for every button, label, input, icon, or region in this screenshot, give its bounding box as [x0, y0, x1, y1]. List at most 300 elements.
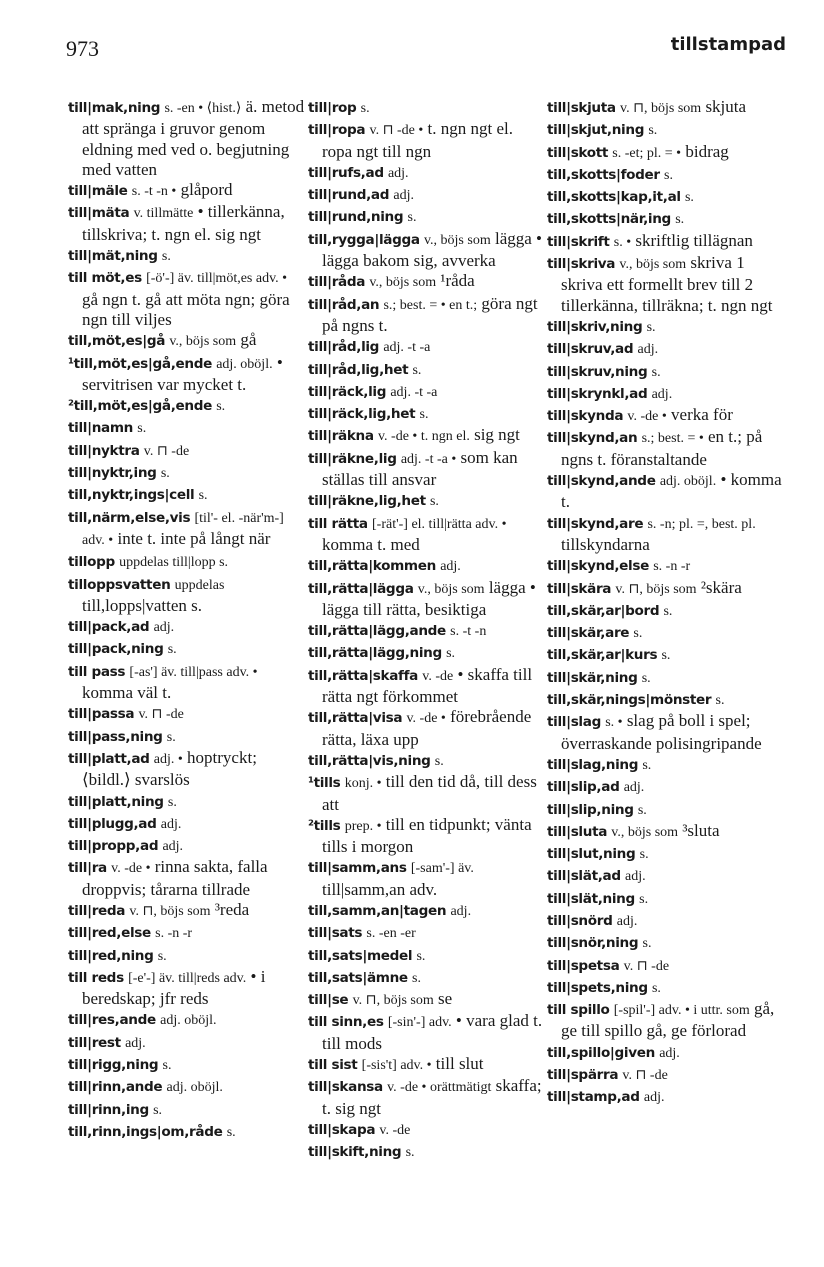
- entry-headword: till|skynd,an: [547, 430, 638, 447]
- dictionary-entry: [547, 253, 785, 316]
- entry-headword: till|pack,ad: [68, 619, 150, 636]
- entry-headword: till,rätta|lägg,ning: [308, 645, 442, 662]
- entry-grammar: s.: [675, 212, 685, 228]
- entry-grammar: s.: [639, 891, 649, 907]
- dictionary-entry: [308, 1054, 546, 1076]
- entry-grammar: s.: [198, 488, 208, 504]
- entry-grammar: adj.: [393, 188, 414, 204]
- entry-grammar: [-ö'-] äv. till|möt,es adv. •: [146, 271, 288, 287]
- dictionary-entry: [547, 383, 785, 405]
- entry-headword: till|skruv,ning: [547, 363, 648, 380]
- dictionary-entry: [68, 638, 306, 660]
- entry-headword: till|reda: [68, 902, 126, 919]
- dictionary-entry: [308, 229, 546, 272]
- entry-grammar: adj.: [160, 816, 182, 832]
- entry-grammar: s.: [642, 936, 652, 952]
- dictionary-entry: [68, 462, 306, 484]
- entry-headword: till|mak,ning: [68, 100, 161, 116]
- dictionary-entry: [308, 989, 546, 1011]
- dictionary-entry: [308, 1119, 546, 1141]
- dictionary-entry: [308, 945, 546, 967]
- entry-definition: gå: [240, 330, 257, 350]
- dictionary-entry: [68, 791, 306, 813]
- entry-grammar: s.: [434, 753, 444, 769]
- entry-definition: skriva 1 skriva ett formellt brev till 2 tillerkänna, tillräkna; t. ngn ngt: [561, 253, 773, 315]
- entry-grammar: s. -n -r: [653, 559, 691, 575]
- dictionary-entry: [308, 448, 546, 491]
- dictionary-entry: [547, 888, 785, 910]
- dictionary-entry: [547, 910, 785, 932]
- dictionary-entry: [308, 750, 546, 772]
- entry-headword: till|passa: [68, 706, 135, 723]
- dictionary-entry: [68, 1054, 306, 1076]
- dictionary-entry: [547, 955, 785, 977]
- entry-headword: till|red,else: [68, 925, 151, 942]
- dictionary-entry: [308, 162, 546, 184]
- entry-grammar: s.: [167, 794, 177, 810]
- dictionary-entry: [68, 1032, 306, 1054]
- entry-headword: ¹till,möt,es|gå,ende: [68, 355, 212, 372]
- entry-definition: bidrag: [685, 141, 729, 161]
- dictionary-entry: [68, 835, 306, 857]
- entry-headword: tillopp: [68, 554, 115, 571]
- entry-definition: hoptryckt; ⟨bildl.⟩ svarslös: [82, 747, 257, 790]
- entry-definition: en t.; på ngns t. föranstaltande: [561, 427, 763, 469]
- entry-grammar: v. -de: [379, 1122, 411, 1138]
- dictionary-entry: [308, 815, 546, 858]
- entry-headword: till,rätta|lägga: [308, 580, 414, 597]
- dictionary-entry: [308, 359, 546, 381]
- dictionary-entry: [68, 245, 306, 267]
- dictionary-entry: [308, 206, 546, 228]
- dictionary-entry: [68, 267, 306, 330]
- entry-headword: till,skotts|foder: [547, 166, 660, 183]
- entry-headword: till|skynd,else: [547, 558, 649, 575]
- entry-grammar: [-as'] äv. till|pass adv. •: [129, 664, 258, 680]
- entry-headword: till|skansa: [308, 1079, 383, 1096]
- dictionary-entry: [547, 622, 785, 644]
- entry-headword: ²till,möt,es|gå,ende: [68, 398, 212, 415]
- entry-grammar: s.: [167, 642, 177, 658]
- entry-headword: till,samm,an|tagen: [308, 902, 447, 919]
- dictionary-entry: [308, 381, 546, 403]
- dictionary-entry: [547, 119, 785, 141]
- entry-headword: till|skrift: [547, 233, 610, 250]
- dictionary-entry: [547, 208, 785, 230]
- entry-grammar: v. ⊓ -de: [623, 958, 670, 974]
- entry-headword: till,rätta|lägg,ande: [308, 623, 446, 640]
- entry-headword: till|skott: [547, 144, 609, 161]
- entry-definition: glåpord: [180, 180, 233, 200]
- entry-grammar: s. •: [605, 715, 623, 731]
- entry-grammar: s. -t -n: [450, 624, 487, 640]
- entry-grammar: adj.: [659, 1045, 680, 1061]
- dictionary-entry: [68, 900, 306, 922]
- entry-definition: ä. metod att spränga i gruvor genom eldning med ved o. begjutning med vatten: [82, 97, 305, 179]
- entry-definition: till|samm,an adv.: [322, 879, 438, 899]
- entry-grammar: v. ⊓, böjs som: [129, 903, 211, 919]
- entry-definition: komma väl t.: [82, 683, 172, 703]
- entry-grammar: v. ⊓ -de •: [369, 123, 424, 139]
- entry-grammar: v. ⊓, böjs som: [352, 993, 434, 1009]
- dictionary-entry: [547, 186, 785, 208]
- entry-definition: sig ngt: [474, 425, 520, 445]
- entry-grammar: adj. oböjl.: [216, 356, 273, 372]
- dictionary-entry: [308, 967, 546, 989]
- dictionary-entry: [308, 707, 546, 750]
- entry-grammar: adj.: [162, 839, 184, 855]
- entry-headword: till,skär,nings|mönster: [547, 692, 712, 709]
- entry-grammar: s.: [226, 1124, 236, 1140]
- entry-headword: till|slag: [547, 714, 601, 731]
- entry-grammar: adj.: [637, 342, 659, 358]
- entry-definition: slag på boll i spel; överraskande polisingripande: [561, 711, 762, 753]
- dictionary-entry: [547, 754, 785, 776]
- entry-headword: till|skär,are: [547, 625, 630, 642]
- entry-headword: till|samm,ans: [308, 860, 407, 877]
- entry-grammar: v., böjs som: [619, 257, 687, 273]
- entry-grammar: s.: [166, 729, 176, 745]
- dictionary-entry: [308, 642, 546, 664]
- entry-grammar: s.: [162, 1058, 172, 1074]
- dictionary-entry: [547, 600, 785, 622]
- entry-headword: till|rop: [308, 100, 357, 116]
- entry-headword: till,rätta|visa: [308, 710, 403, 727]
- entry-grammar: adj. -t -a •: [400, 451, 457, 467]
- dictionary-entry: [308, 1011, 546, 1054]
- dictionary-entry: [547, 821, 785, 843]
- dictionary-entry: [547, 164, 785, 186]
- dictionary-entry: [308, 857, 546, 900]
- entry-headword: ¹tills: [308, 775, 341, 792]
- entry-headword: till|snörd: [547, 912, 613, 929]
- entry-headword: till|platt,ning: [68, 793, 164, 810]
- entry-headword: till|räkne,lig,het: [308, 493, 426, 510]
- entry-definition: • skaffa till rätta ngt förkommet: [322, 664, 533, 707]
- entry-headword: till|skrynkl,ad: [547, 385, 648, 402]
- dictionary-entry: [547, 977, 785, 999]
- entry-definition: lägga • lägga till rätta, besiktiga: [322, 577, 536, 619]
- entry-headword: till|slät,ning: [547, 890, 635, 907]
- entry-headword: till,skotts|kap,it,al: [547, 189, 681, 206]
- entry-grammar: s.: [137, 421, 147, 437]
- entry-grammar: [-e'-] äv. till|reds adv.: [128, 970, 247, 986]
- dictionary-entry: [547, 316, 785, 338]
- entry-grammar: s.: [651, 980, 661, 996]
- entry-headword: till,sats|ämne: [308, 969, 408, 986]
- entry-definition: • tillerkänna, tillskriva; t. ngn el. sig ngt: [82, 202, 285, 244]
- entry-headword: till|räkne,lig: [308, 450, 397, 467]
- entry-grammar: s. -et; pl. = •: [612, 145, 682, 161]
- entry-headword: till,rätta|vis,ning: [308, 752, 431, 769]
- dictionary-entry: [547, 644, 785, 666]
- entry-headword: till|skriv,ning: [547, 318, 643, 335]
- dictionary-entry: [68, 726, 306, 748]
- dictionary-entry: [308, 425, 546, 447]
- entry-definition: skriftlig tillägnan: [635, 230, 753, 250]
- dictionary-entry: [308, 922, 546, 944]
- entry-definition: göra ngt på ngns t.: [322, 293, 538, 335]
- entry-definition: t. ngn ngt el. ropa ngt till ngn: [322, 119, 514, 161]
- entry-definition: lägga • lägga bakom sig, avverka: [322, 228, 542, 271]
- running-head: tillstampad: [670, 34, 786, 55]
- entry-grammar: s. •: [613, 234, 632, 250]
- entry-definition: se: [438, 989, 453, 1009]
- dictionary-entry: [547, 776, 785, 798]
- dictionary-entry: [547, 231, 785, 253]
- entry-grammar: v. -de •: [627, 409, 667, 425]
- entry-headword: till|se: [308, 992, 349, 1009]
- entry-grammar: s.: [651, 364, 661, 380]
- dictionary-entry: [68, 202, 306, 245]
- entry-grammar: adj.: [450, 903, 472, 919]
- entry-grammar: uppdelas till|lopp s.: [119, 555, 229, 571]
- entry-headword: till|sluta: [547, 823, 608, 840]
- entry-headword: till|mät,ning: [68, 248, 158, 265]
- entry-definition: förebrående rätta, läxa upp: [322, 707, 532, 749]
- entry-headword: till,spillo|given: [547, 1044, 655, 1061]
- dictionary-entry: [68, 1121, 306, 1143]
- entry-headword: till|räck,lig,het: [308, 406, 416, 423]
- entry-grammar: adj.: [440, 559, 461, 575]
- entry-definition: inte t. inte på långt när: [117, 528, 271, 548]
- dictionary-entry: [308, 271, 546, 293]
- entry-grammar: [-sam'-] äv.: [410, 861, 474, 877]
- dictionary-entry: [547, 843, 785, 865]
- entry-definition: • i beredskap; jfr reds: [82, 966, 266, 1009]
- dictionary-entry: [68, 748, 306, 791]
- entry-headword: till|skruv,ad: [547, 341, 634, 358]
- dictionary-entry: [547, 689, 785, 711]
- column-2: [308, 97, 546, 1164]
- entry-grammar: s.: [633, 626, 643, 642]
- entry-headword: till|rinn,ande: [68, 1079, 163, 1096]
- entry-grammar: v. -de •: [406, 711, 446, 727]
- entry-grammar: adj.: [643, 1090, 665, 1106]
- dictionary-entry: [547, 1086, 785, 1108]
- entry-headword: till,skär,ar|kurs: [547, 647, 658, 664]
- entry-grammar: adj.: [616, 913, 638, 929]
- entry-grammar: adj. -t -a: [390, 384, 438, 400]
- entry-grammar: adj.: [387, 165, 409, 181]
- entry-headword: till|skära: [547, 580, 612, 597]
- entry-grammar: v. ⊓ -de: [622, 1068, 668, 1084]
- entry-headword: till|skynd,ande: [547, 473, 656, 490]
- entry-grammar: s.: [429, 494, 439, 510]
- entry-headword: till|rest: [68, 1034, 121, 1051]
- entry-grammar: v. -de • t. ngn el.: [377, 429, 470, 445]
- entry-headword: till pass: [68, 663, 126, 680]
- entry-definition: skjuta: [705, 97, 747, 116]
- entry-grammar: adj. oböjl.: [659, 474, 717, 490]
- dictionary-entry: [547, 1064, 785, 1086]
- entry-definition: rinna sakta, falla droppvis; tårarna tillrade: [82, 857, 268, 899]
- entry-headword: till möt,es: [68, 270, 142, 287]
- entry-headword: till|slag,ning: [547, 756, 639, 773]
- entry-grammar: v., böjs som: [423, 232, 491, 248]
- entry-grammar: adj. oböjl.: [160, 1013, 217, 1029]
- entry-grammar: adj. -t -a: [383, 340, 431, 356]
- dictionary-entry: [547, 711, 785, 754]
- entry-headword: till,sats|medel: [308, 947, 413, 964]
- entry-headword: till sist: [308, 1057, 358, 1074]
- dictionary-entry: [308, 1141, 546, 1163]
- entry-definition: gå ngn t. gå att möta ngn; göra ngn till viljes: [82, 289, 290, 329]
- dictionary-entry: [547, 999, 785, 1042]
- entry-grammar: v. tillmätte: [133, 206, 194, 222]
- dictionary-entry: [308, 665, 546, 708]
- dictionary-entry: [308, 513, 546, 556]
- dictionary-entry: [68, 1099, 306, 1121]
- dictionary-entry: [547, 667, 785, 689]
- entry-headword: till,skär,ar|bord: [547, 602, 660, 619]
- entry-grammar: uppdelas: [174, 577, 225, 593]
- entry-headword: till|slip,ning: [547, 801, 634, 818]
- dictionary-entry: [547, 932, 785, 954]
- entry-grammar: v., böjs som: [369, 275, 437, 291]
- entry-headword: till|skift,ning: [308, 1144, 402, 1161]
- entry-grammar: v. ⊓ -de: [138, 707, 184, 723]
- entry-grammar: s.: [419, 407, 429, 423]
- entry-headword: till,rätta|skaffa: [308, 667, 419, 684]
- dictionary-entry: [547, 799, 785, 821]
- entry-grammar: s.: [412, 970, 421, 986]
- entry-grammar: prep. •: [344, 818, 382, 834]
- dictionary-entry: [68, 813, 306, 835]
- entry-headword: till spillo: [547, 1002, 610, 1019]
- entry-grammar: s.: [157, 948, 167, 964]
- dictionary-entry: [547, 142, 785, 164]
- entry-definition: ³reda: [214, 899, 250, 919]
- entry-definition: verka för: [671, 405, 733, 425]
- dictionary-entry: [547, 513, 785, 556]
- entry-headword: till|skär,ning: [547, 669, 638, 686]
- entry-grammar: v., böjs som: [611, 824, 679, 840]
- dictionary-entry: [68, 330, 306, 352]
- entry-headword: till|namn: [68, 420, 133, 437]
- dictionary-entry: [68, 417, 306, 439]
- entry-headword: till|skriva: [547, 256, 616, 273]
- entry-grammar: s.: [412, 362, 422, 378]
- dictionary-entry: [308, 772, 546, 815]
- entry-grammar: [-spil'-] adv. • i uttr. som: [613, 1003, 750, 1019]
- dictionary-entry: [547, 578, 785, 600]
- entry-definition: skaffa; t. sig ngt: [322, 1076, 542, 1118]
- entry-headword: till|skjut,ning: [547, 122, 645, 139]
- entry-definition: • komma t.: [561, 470, 782, 512]
- entry-grammar: [-rät'-] el. till|rätta adv. •: [372, 516, 507, 532]
- entry-grammar: adj. •: [153, 751, 183, 767]
- entry-grammar: v. ⊓ -de: [143, 443, 190, 459]
- entry-grammar: s.: [664, 167, 673, 183]
- dictionary-entry: [547, 427, 785, 470]
- entry-grammar: s.: [407, 210, 417, 226]
- entry-headword: till|snör,ning: [547, 935, 639, 952]
- entry-headword: till|pack,ning: [68, 641, 164, 658]
- entry-headword: till|räck,lig: [308, 383, 387, 400]
- entry-grammar: s.: [639, 847, 649, 863]
- entry-grammar: s.: [446, 646, 456, 662]
- entry-headword: till|spets,ning: [547, 979, 648, 996]
- entry-headword: till|mäle: [68, 183, 128, 200]
- entry-grammar: v. -de: [422, 668, 454, 684]
- entry-headword: till,nyktr,ings|cell: [68, 487, 195, 504]
- entry-grammar: v. -de •: [111, 861, 151, 877]
- dictionary-entry: [68, 507, 306, 552]
- entry-definition: till slut: [435, 1054, 484, 1074]
- entry-grammar: [-sis't] adv. •: [361, 1058, 432, 1074]
- dictionary-entry: [68, 922, 306, 944]
- dictionary-entry: [68, 440, 306, 462]
- dictionary-entry: [68, 395, 306, 417]
- entry-headword: till|spetsa: [547, 957, 620, 974]
- dictionary-entry: [308, 1076, 546, 1119]
- entry-headword: till|spärra: [547, 1067, 619, 1084]
- entry-grammar: s.: [715, 693, 725, 709]
- entry-headword: till|räkna: [308, 428, 374, 445]
- entry-grammar: s.: [646, 319, 656, 335]
- entry-headword: till|platt,ad: [68, 750, 150, 767]
- entry-grammar: [til'- el. -när'm-] adv. •: [82, 510, 284, 548]
- dictionary-entry: [547, 97, 785, 119]
- dictionary-entry: [68, 1009, 306, 1031]
- dictionary-entry: [308, 336, 546, 358]
- dictionary-entry: [68, 703, 306, 725]
- dictionary-entry: [68, 857, 306, 900]
- dictionary-entry: [547, 338, 785, 360]
- entry-grammar: s.: [160, 466, 170, 482]
- entry-grammar: adj. oböjl.: [166, 1080, 223, 1096]
- entry-headword: till|ra: [68, 860, 107, 877]
- dictionary-entry: [308, 97, 546, 119]
- entry-headword: till|slät,ad: [547, 868, 621, 885]
- entry-grammar: s.; best. = •: [641, 431, 704, 447]
- entry-headword: till|råda: [308, 274, 366, 291]
- entry-headword: till|slip,ad: [547, 779, 620, 796]
- entry-grammar: s.: [637, 802, 647, 818]
- entry-headword: till,rygga|lägga: [308, 231, 420, 248]
- dictionary-entry: [308, 294, 546, 337]
- entry-headword: till|råd,lig,het: [308, 361, 409, 378]
- entry-grammar: s. -t -n •: [131, 184, 177, 200]
- entry-headword: till|rund,ning: [308, 209, 404, 226]
- entry-definition: ¹råda: [440, 271, 475, 291]
- entry-grammar: s.: [648, 123, 658, 139]
- entry-definition: till den tid då, till dess att: [322, 772, 537, 814]
- dictionary-entry: [547, 405, 785, 427]
- entry-grammar: s.: [641, 670, 651, 686]
- entry-headword: till|skynda: [547, 408, 624, 425]
- dictionary-entry: [68, 616, 306, 638]
- entry-headword: till|rufs,ad: [308, 164, 384, 181]
- dictionary-entry: [308, 490, 546, 512]
- entry-headword: till rätta: [308, 515, 368, 532]
- entry-grammar: s.: [360, 101, 370, 116]
- entry-grammar: s. -en • ⟨hist.⟩: [164, 101, 242, 116]
- entry-headword: till|mäta: [68, 205, 130, 222]
- entry-headword: till|nyktr,ing: [68, 465, 157, 482]
- entry-headword: till|plugg,ad: [68, 815, 157, 832]
- entry-headword: till|slut,ning: [547, 846, 636, 863]
- dictionary-entry: [308, 555, 546, 577]
- entry-grammar: s.: [161, 249, 171, 265]
- entry-grammar: s.: [663, 603, 673, 619]
- entry-headword: tilloppsvatten: [68, 576, 171, 593]
- entry-grammar: adj.: [623, 780, 645, 796]
- dictionary-entry: [308, 900, 546, 922]
- entry-headword: till,skotts|när,ing: [547, 211, 671, 228]
- entry-headword: till,möt,es|gå: [68, 333, 166, 350]
